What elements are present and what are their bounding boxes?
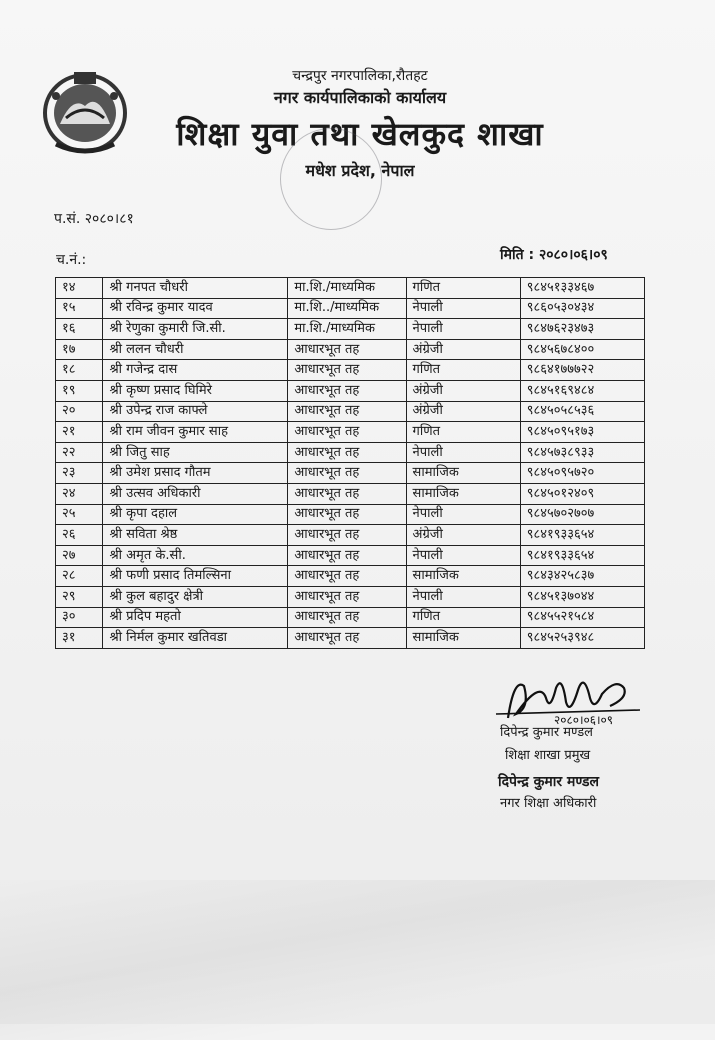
level-cell: मा.शि./माध्यमिक [288,278,406,299]
teacher-name-cell: श्री ललन चौधरी [103,339,288,360]
teacher-name-cell: श्री राम जीवन कुमार साह [103,422,288,443]
phone-cell: ९८६४१७७७२२ [520,360,644,381]
level-cell: आधारभूत तह [288,628,406,649]
phone-cell: ९८४७६२३४७३ [520,319,644,340]
office-round-stamp-icon [280,128,382,230]
serial-number-cell: २२ [56,442,103,463]
subject-cell: सामाजिक [406,566,520,587]
serial-number-cell: २७ [56,545,103,566]
serial-number-cell: १६ [56,319,103,340]
level-cell: आधारभूत तह [288,339,406,360]
serial-number-cell: २९ [56,586,103,607]
teacher-name-cell: श्री रविन्द्र कुमार यादव [103,298,288,319]
serial-number-cell: २० [56,401,103,422]
municipality-name: चन्द्रपुर नगरपालिका,रौतहट [292,68,428,84]
subject-cell: सामाजिक [406,628,520,649]
level-cell: मा.शि../माध्यमिक [288,298,406,319]
phone-cell: ९८४५०५८५३६ [520,401,644,422]
table-row [56,525,645,546]
table-row [56,545,645,566]
table-row [56,504,645,525]
serial-number-cell: २५ [56,504,103,525]
serial-number-cell: २३ [56,463,103,484]
phone-cell: ९८४५७३८९३३ [520,442,644,463]
teacher-name-cell: श्री फणी प्रसाद तिमल्सिना [103,566,288,587]
subject-cell: गणित [406,278,520,299]
level-cell: आधारभूत तह [288,504,406,525]
serial-number-cell: १८ [56,360,103,381]
table-row [56,360,645,381]
table-row [56,607,645,628]
phone-cell: ९८४५०९५७२० [520,463,644,484]
subject-cell: नेपाली [406,298,520,319]
serial-number-cell: २१ [56,422,103,443]
serial-number-cell: १५ [56,298,103,319]
level-cell: आधारभूत तह [288,483,406,504]
letter-reference-number: प.सं. २०८०।८१ [54,211,134,227]
level-cell: आधारभूत तह [288,442,406,463]
serial-number-cell: १७ [56,339,103,360]
teacher-name-cell: श्री उमेश प्रसाद गौतम [103,463,288,484]
teacher-name-cell: श्री अमृत के.सी. [103,545,288,566]
office-name: नगर कार्यपालिकाको कार्यालय [273,88,447,107]
phone-cell: ९८४१९३३६५४ [520,545,644,566]
table-row [56,319,645,340]
teacher-name-cell: श्री उपेन्द्र राज काफ्ले [103,401,288,422]
section-title: शिक्षा युवा तथा खेलकुद शाखा [176,115,544,153]
subject-cell: गणित [406,422,520,443]
phone-cell: ९८४५७०२७०७ [520,504,644,525]
subject-cell: नेपाली [406,442,520,463]
table-row [56,401,645,422]
table-row [56,483,645,504]
serial-number-cell: २४ [56,483,103,504]
phone-cell: ९८४१९३३६५४ [520,525,644,546]
handwritten-signature-icon [490,668,650,730]
table-row [56,278,645,299]
teacher-name-cell: श्री रेणुका कुमारी जि.सी. [103,319,288,340]
phone-cell: ९८४३४२५८३७ [520,566,644,587]
nepal-government-emblem-icon [36,66,134,156]
signatory-title: शिक्षा शाखा प्रमुख [505,748,591,763]
subject-cell: नेपाली [406,504,520,525]
subject-cell: नेपाली [406,545,520,566]
level-cell: आधारभूत तह [288,607,406,628]
teacher-list-table [55,277,645,649]
subject-cell: अंग्रेजी [406,380,520,401]
subject-cell: नेपाली [406,319,520,340]
serial-number-cell: १९ [56,380,103,401]
teacher-name-cell: श्री कृष्ण प्रसाद घिमिरे [103,380,288,401]
level-cell: आधारभूत तह [288,360,406,381]
dispatch-number: च.नं.: [56,252,87,268]
teacher-name-cell: श्री सविता श्रेष्ठ [103,525,288,546]
phone-cell: ९८४५१३३४६७ [520,278,644,299]
phone-cell: ९८४५०१२४०९ [520,483,644,504]
teacher-list-body [56,278,645,649]
signatory-name: दिपेन्द्र कुमार मण्डल [500,725,593,740]
table-row [56,442,645,463]
level-cell: आधारभूत तह [288,566,406,587]
serial-number-cell: २८ [56,566,103,587]
phone-cell: ९८४५१३७०४४ [520,586,644,607]
officer-name: दिपेन्द्र कुमार मण्डल [498,774,599,790]
table-row [56,380,645,401]
subject-cell: अंग्रेजी [406,339,520,360]
officer-title: नगर शिक्षा अधिकारी [500,796,597,811]
phone-cell: ९८४५६७८४०० [520,339,644,360]
level-cell: आधारभूत तह [288,545,406,566]
teacher-name-cell: श्री प्रदिप महतो [103,607,288,628]
subject-cell: अंग्रेजी [406,525,520,546]
teacher-name-cell: श्री जितु साह [103,442,288,463]
level-cell: आधारभूत तह [288,380,406,401]
phone-cell: ९८६०५३०४३४ [520,298,644,319]
table-row [56,298,645,319]
table-row [56,463,645,484]
level-cell: आधारभूत तह [288,586,406,607]
phone-cell: ९८४५१६९४८४ [520,380,644,401]
level-cell: मा.शि./माध्यमिक [288,319,406,340]
teacher-name-cell: श्री गनपत चौधरी [103,278,288,299]
serial-number-cell: ३१ [56,628,103,649]
serial-number-cell: २६ [56,525,103,546]
level-cell: आधारभूत तह [288,422,406,443]
teacher-name-cell: श्री निर्मल कुमार खतिवडा [103,628,288,649]
subject-cell: गणित [406,607,520,628]
serial-number-cell: ३० [56,607,103,628]
table-row [56,422,645,443]
paper-fold-shadow [0,880,715,1040]
level-cell: आधारभूत तह [288,525,406,546]
phone-cell: ९८४५०९५१७३ [520,422,644,443]
province-line: मधेश प्रदेश, नेपाल [305,161,415,180]
teacher-name-cell: श्री कृपा दहाल [103,504,288,525]
signature-date: २०८०।०६।०९ [554,713,614,727]
teacher-name-cell: श्री उत्सव अधिकारी [103,483,288,504]
subject-cell: नेपाली [406,586,520,607]
level-cell: आधारभूत तह [288,463,406,484]
table-row [56,586,645,607]
teacher-name-cell: श्री गजेन्द्र दास [103,360,288,381]
subject-cell: अंग्रेजी [406,401,520,422]
table-row [56,566,645,587]
teacher-name-cell: श्री कुल बहादुर क्षेत्री [103,586,288,607]
letter-date: मिति : २०८०।०६।०९ [500,247,608,263]
phone-cell: ९८४५५२१५८४ [520,607,644,628]
subject-cell: सामाजिक [406,463,520,484]
phone-cell: ९८४५२५३९४८ [520,628,644,649]
serial-number-cell: १४ [56,278,103,299]
table-row [56,339,645,360]
subject-cell: सामाजिक [406,483,520,504]
level-cell: आधारभूत तह [288,401,406,422]
table-row [56,628,645,649]
subject-cell: गणित [406,360,520,381]
